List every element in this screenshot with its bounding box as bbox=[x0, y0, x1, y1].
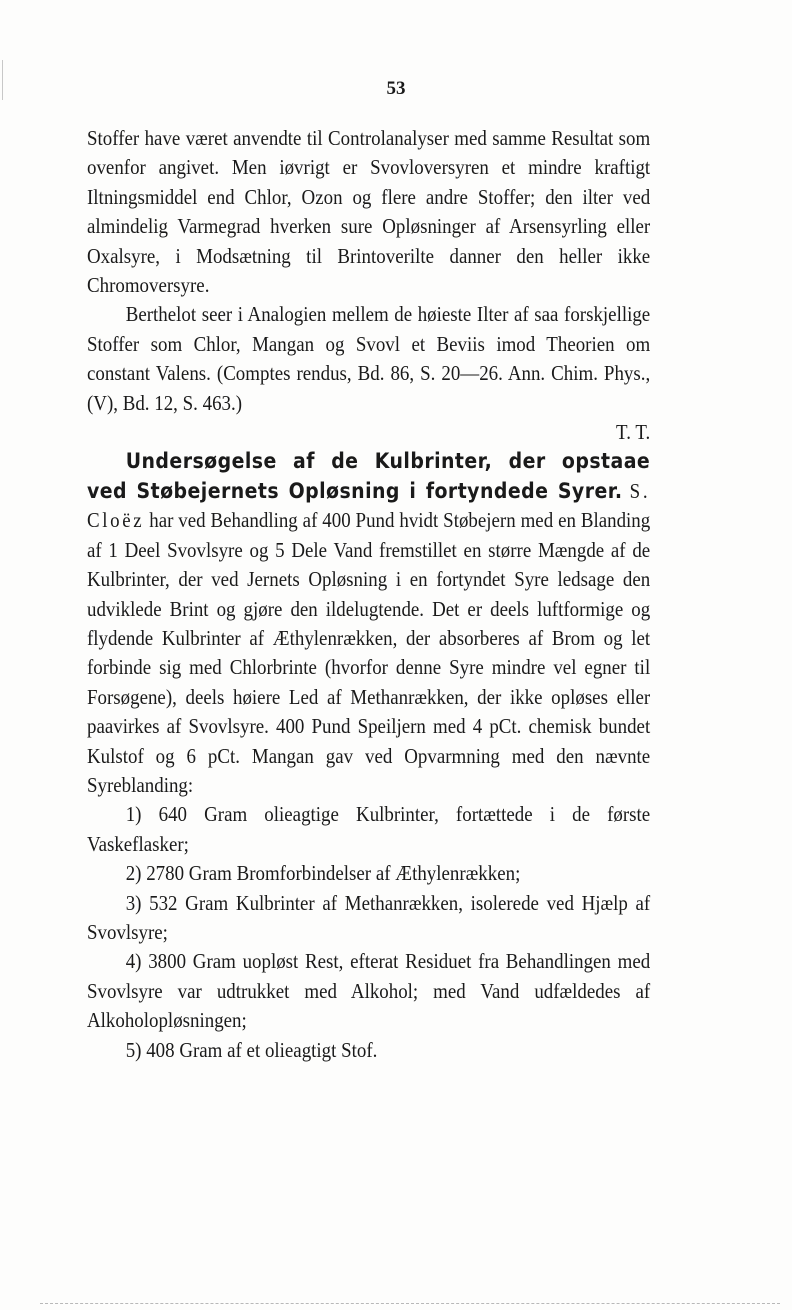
paragraph-continuation: Stoffer have været anvendte til Controlanalyser med samme Resultat som ovenfor angivet. Men iøvrigt er Svovloversyren et mindre kraftigt Iltningsmiddel end Chlor, Ozon og flere andre Stoffer; den ilter ved almindelig Varmegrad hverken sure Opløsninger af Arsensyrling eller Oxalsyre, i Modsætning til Brintoverilte danner den heller ikke Chromoversyre. bbox=[87, 126, 651, 298]
bottom-scan-rule bbox=[40, 1303, 780, 1304]
author-name: S. Cloëz bbox=[87, 478, 651, 533]
list-item: 2) 2780 Gram Bromforbindelser af Æthylenrækken; bbox=[125, 861, 521, 886]
page-body bbox=[87, 124, 651, 1065]
paragraph-cloez bbox=[87, 447, 650, 800]
list-item: 3) 532 Gram Kulbrinter af Methanrækken, isolerede ved Hjælp af Svovlsyre; bbox=[87, 890, 651, 944]
text-column bbox=[87, 124, 650, 1065]
list-item: 1) 640 Gram olieagtige Kulbrinter, fortættede i de første Vaskeflasker; bbox=[87, 802, 651, 856]
list-item: 5) 408 Gram af et olieagtigt Stof. bbox=[125, 1037, 378, 1062]
page-number: 53 bbox=[386, 78, 406, 99]
author-signature: T. T. bbox=[616, 420, 651, 445]
section-heading: Undersøgelse af de Kulbrinter, der opstaae ved Støbejernets Opløsning i fortyndede Syrer. bbox=[87, 449, 651, 504]
list-item: 4) 3800 Gram uopløst Rest, efterat Residuet fra Behandlingen med Svovlsyre var udtrukket med Alkohol; med Vand udfældedes af Alkoholopløsningen; bbox=[87, 949, 651, 1033]
paragraph-berthelot: Berthelot seer i Analogien mellem de høieste Ilter af saa forskjellige Stoffer som Chlor, Mangan og Svovl et Beviis imod Theorien om constant Valens. (Comptes rendus, Bd. 86, S. 20—26. Ann. Chim. Phys., (V), Bd. 12, S. 463.) bbox=[87, 302, 651, 415]
paragraph-cloez-text: har ved Behandling af 400 Pund hvidt Støbejern med en Blanding af 1 Deel Svovlsyre og 5 Dele Vand fremstillet en større Mængde af de Kulbrinter, der ved Jernets Opløsning i en fortyndet Syre ledsage den udviklede Brint og gjøre den ildelugtende. Det er deels luftformige og flydende Kulbrinter af Æthylenrækken, der absorberes af Brom og let forbinde sig med Chlorbrinte (hvorfor denne Syre mindre vel egner til Forsøgene), deels høiere Led af Methanrækken, der ikke opløses eller paavirkes af Svovlsyre. 400 Pund Speiljern med 4 pCt. chemisk bundet Kulstof og 6 pCt. Mangan gav ved Opvarmning med den nævnte Syreblanding: bbox=[87, 508, 651, 797]
